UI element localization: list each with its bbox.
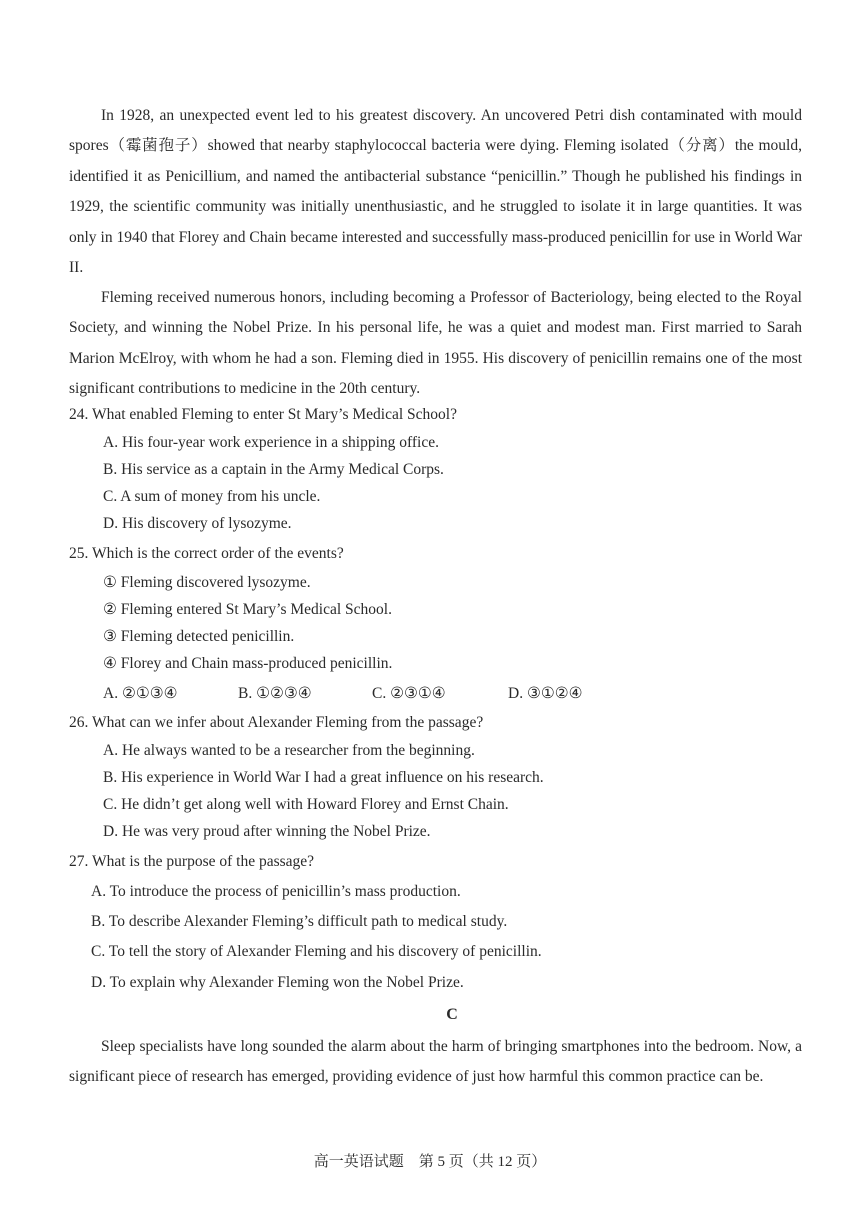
question-26-option-c: C. He didn’t get along well with Howard Florey and Ernst Chain. xyxy=(103,796,509,813)
passage-b-paragraph-3: In 1928, an unexpected event led to his greatest discovery. An uncovered Petri dish contaminated with mould spores（霉菌孢子）showed that nearby staphylococcal bacteria were dying. Fleming isolated（分离）the mould, identified it as Penicillium, and named the antibacterial substance “penicillin.” Though he published his findings in 1929, the scientific community was initially unenthusiastic, and he struggled to isolate it in large quantities. It was only in 1940 that Florey and Chain became interested and successfully mass-produced penicillin for use in World War II. xyxy=(69,107,802,277)
question-26-option-d: D. He was very proud after winning the Nobel Prize. xyxy=(103,823,431,840)
question-25-event-1: ① Fleming discovered lysozyme. xyxy=(103,574,311,591)
question-26-option-a: A. He always wanted to be a researcher from the beginning. xyxy=(103,742,475,759)
question-25-option-c: C. ②③①④ xyxy=(372,685,446,702)
question-25-option-b: B. ①②③④ xyxy=(238,685,312,702)
question-25-option-d: D. ③①②④ xyxy=(508,685,583,702)
question-25-option-a: A. ②①③④ xyxy=(103,685,178,702)
question-27-stem: 27. What is the purpose of the passage? xyxy=(69,853,315,870)
passage-b-paragraph-4: Fleming received numerous honors, including becoming a Professor of Bacteriology, being elected to the Royal Society, and winning the Nobel Prize. In his personal life, he was a quiet and modest man. First married to Sarah Marion McElroy, with whom he had a son. Fleming died in 1955. His discovery of penicillin remains one of the most significant contributions to medicine in the 20th century. xyxy=(69,289,802,398)
question-24-option-b: B. His service as a captain in the Army Medical Corps. xyxy=(103,461,444,478)
question-26-stem: 26. What can we infer about Alexander Fleming from the passage? xyxy=(69,714,484,731)
page-footer: 高一英语试题 第 5 页（共 12 页） xyxy=(313,1154,547,1170)
question-24-option-d: D. His discovery of lysozyme. xyxy=(103,515,292,532)
question-27-option-d: D. To explain why Alexander Fleming won the Nobel Prize. xyxy=(91,974,464,991)
question-24-stem: 24. What enabled Fleming to enter St Mary’s Medical School? xyxy=(69,406,457,423)
question-24-option-a: A. His four-year work experience in a shipping office. xyxy=(103,434,439,451)
question-27-option-a: A. To introduce the process of penicillin’s mass production. xyxy=(91,883,461,900)
question-25-event-4: ④ Florey and Chain mass-produced penicillin. xyxy=(103,655,393,672)
question-25-event-3: ③ Fleming detected penicillin. xyxy=(103,628,295,645)
question-25-event-2: ② Fleming entered St Mary’s Medical School. xyxy=(103,601,392,618)
question-27-option-b: B. To describe Alexander Fleming’s difficult path to medical study. xyxy=(91,913,508,930)
passage-c-paragraph-1: Sleep specialists have long sounded the alarm about the harm of bringing smartphones into the bedroom. Now, a significant piece of research has emerged, providing evidence of just how harmful this common practice can be. xyxy=(69,1038,802,1086)
question-26-option-b: B. His experience in World War I had a great influence on his research. xyxy=(103,769,544,786)
question-24-option-c: C. A sum of money from his uncle. xyxy=(103,488,321,505)
passage-c-letter: C xyxy=(446,1006,458,1023)
question-25-stem: 25. Which is the correct order of the events? xyxy=(69,545,344,562)
question-27-option-c: C. To tell the story of Alexander Fleming and his discovery of penicillin. xyxy=(91,943,542,960)
